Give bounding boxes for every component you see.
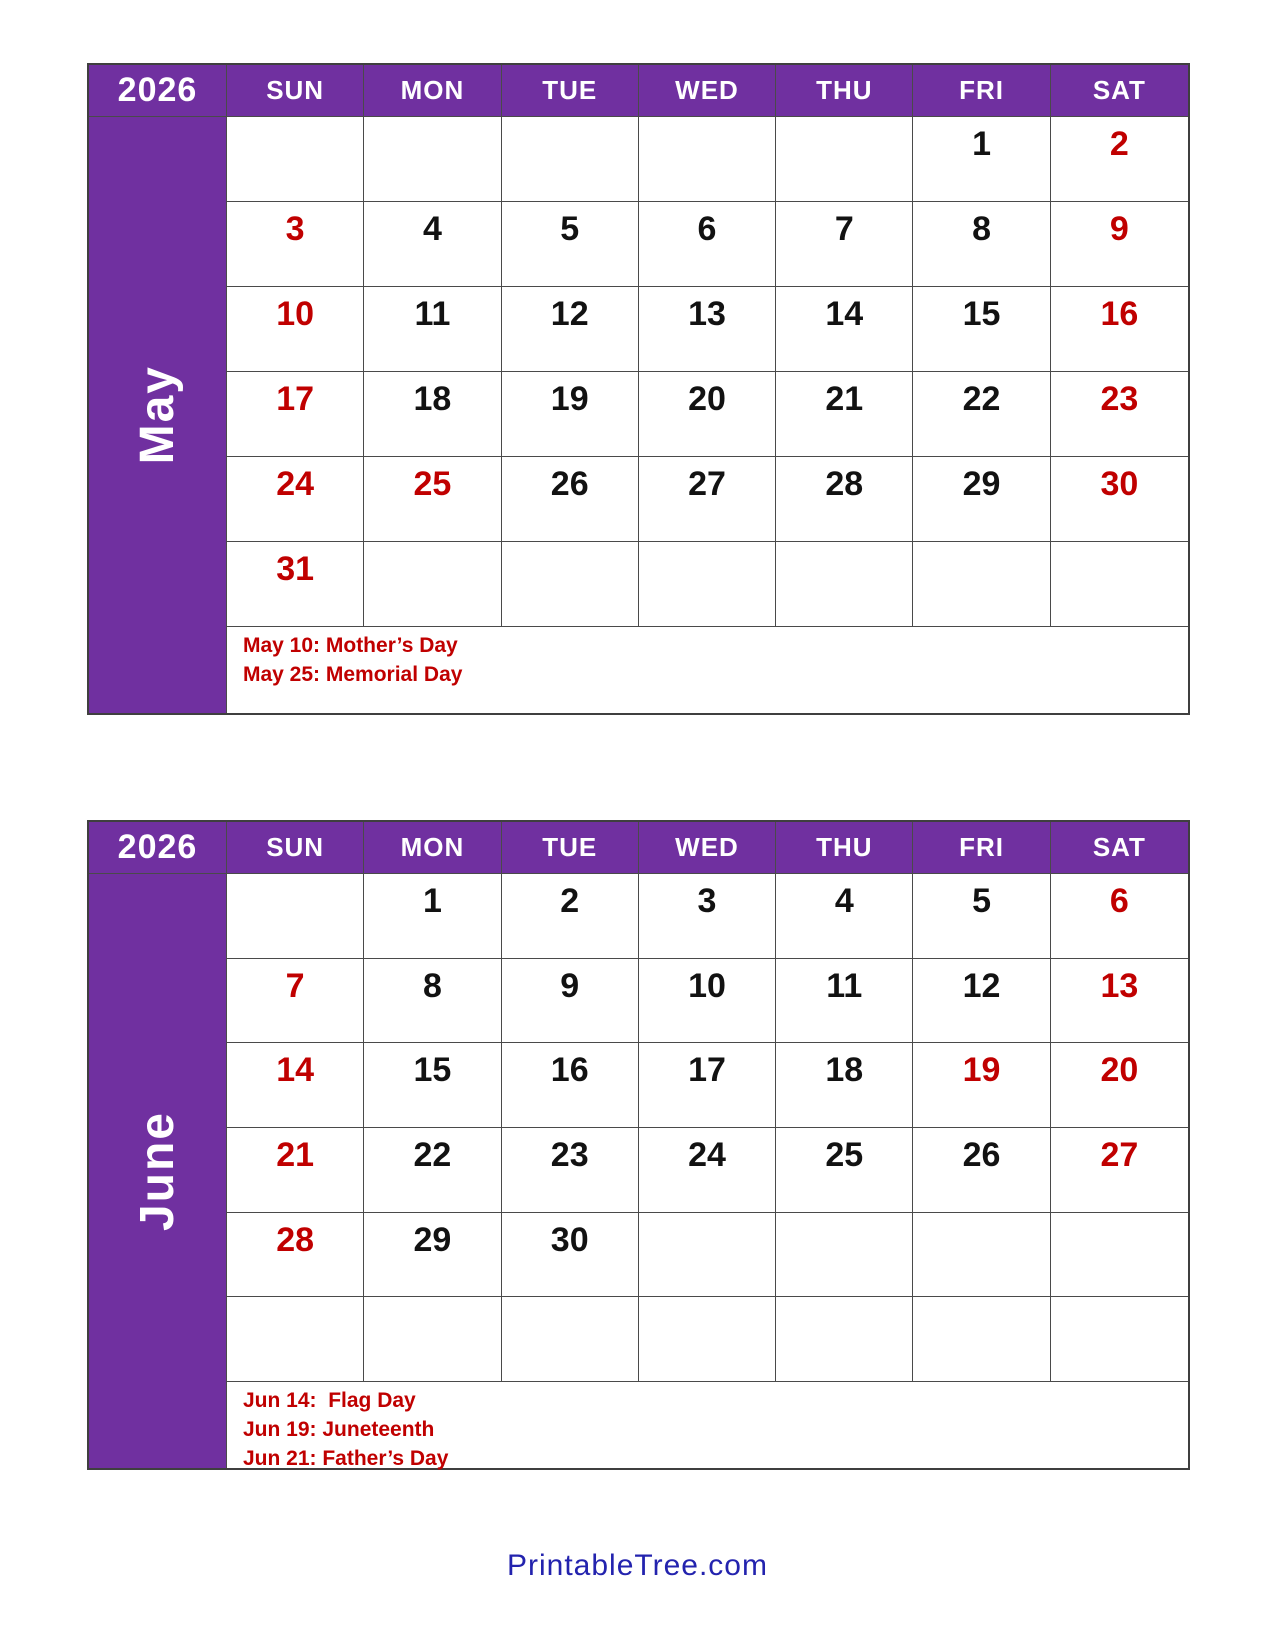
day-cell [913,117,1050,202]
day-cell [364,202,501,287]
weekday-header-wed: WED [639,822,776,874]
day-cell [227,874,364,959]
day-number: 13 [688,295,726,333]
day-cell [776,959,913,1044]
day-cell [364,874,501,959]
day-cell [639,959,776,1044]
day-number: 20 [688,380,726,418]
day-number: 12 [550,295,589,333]
day-number: 4 [422,210,442,248]
day-number: 27 [1100,1135,1139,1174]
day-cell [1051,1297,1188,1382]
day-cell [502,1297,639,1382]
day-cell [502,287,639,372]
day-number: 8 [972,210,992,248]
day-cell [502,202,639,287]
day-cell [502,959,639,1044]
day-number: 11 [414,295,451,333]
day-cell [776,1128,913,1213]
day-cell [227,1128,364,1213]
day-cell [1051,202,1188,287]
weekday-header-mon: MON [364,822,501,874]
day-number: 2 [560,882,580,920]
day-cell [639,457,776,542]
day-cell [227,117,364,202]
day-cell [776,372,913,457]
day-cell [913,457,1050,542]
day-cell [1051,1213,1188,1298]
day-number: 11 [826,966,863,1005]
day-cell [913,1043,1050,1128]
day-cell [1051,457,1188,542]
day-number: 24 [276,465,315,503]
day-cell [776,457,913,542]
day-number: 4 [834,882,854,920]
day-cell [913,542,1050,627]
day-number: 7 [834,210,854,248]
day-cell [776,1043,913,1128]
day-cell [776,287,913,372]
day-number: 14 [825,295,864,333]
day-number: 26 [550,465,589,503]
day-cell [502,372,639,457]
day-number: 10 [276,295,315,333]
holiday-note: Jun 19: Juneteenth [243,1417,435,1441]
day-cell [639,1213,776,1298]
day-cell [639,874,776,959]
day-cell [776,117,913,202]
day-cell [1051,287,1188,372]
weekday-header-sun: SUN [227,65,364,117]
day-number: 5 [972,882,992,920]
day-number: 25 [825,1135,864,1174]
day-number: 27 [688,465,726,503]
day-number: 21 [276,1135,315,1174]
footer [0,1549,1275,1583]
day-cell [502,1043,639,1128]
day-cell [227,372,364,457]
day-number: 22 [413,1135,452,1174]
day-number: 5 [560,210,580,248]
calendar-june [87,820,1190,1470]
day-cell [364,1297,501,1382]
day-cell [1051,1043,1188,1128]
weekday-header-sat: SAT [1051,65,1188,117]
day-cell [364,287,501,372]
day-number: 6 [1109,882,1129,920]
day-cell [364,1043,501,1128]
weekday-header-wed: WED [639,65,776,117]
day-number: 23 [550,1135,589,1174]
holiday-note: May 10: Mother’s Day [243,634,458,657]
day-number: 30 [1100,465,1139,503]
weekday-header-fri: FRI [913,822,1050,874]
day-number: 1 [422,882,442,920]
holiday-note: May 25: Memorial Day [243,662,463,686]
day-number: 28 [276,1220,315,1259]
day-number: 6 [697,210,717,248]
day-number: 31 [276,550,315,588]
day-number: 16 [550,1051,589,1090]
footer-site-link[interactable]: PrintableTree.com [507,1549,768,1582]
day-cell [913,874,1050,959]
month-rail [89,117,227,713]
day-number: 20 [1100,1051,1139,1090]
day-cell [227,202,364,287]
day-cell [227,1213,364,1298]
day-number: 9 [1109,210,1129,248]
day-cell [1051,874,1188,959]
day-cell [502,542,639,627]
day-cell [639,202,776,287]
weekday-header-fri: FRI [913,65,1050,117]
day-cell [913,959,1050,1044]
day-cell [1051,959,1188,1044]
holiday-notes [227,1382,1188,1468]
day-number: 9 [560,966,580,1005]
day-number: 18 [825,1051,864,1090]
day-cell [639,542,776,627]
weekday-header-thu: THU [776,65,913,117]
day-number: 15 [962,295,1001,333]
day-number: 3 [697,882,717,920]
weekday-header-sat: SAT [1051,822,1188,874]
day-cell [227,542,364,627]
weekday-header-mon: MON [364,65,501,117]
day-number: 18 [413,380,452,418]
day-number: 3 [285,210,305,248]
day-number: 12 [962,966,1001,1005]
calendar-may [87,63,1190,715]
day-cell [639,372,776,457]
day-cell [364,457,501,542]
day-number: 10 [688,966,726,1005]
day-cell [502,1128,639,1213]
day-cell [913,1128,1050,1213]
day-number: 19 [550,380,589,418]
day-cell [776,542,913,627]
day-number: 29 [962,465,1001,503]
weekday-header-tue: TUE [502,822,639,874]
day-cell [502,874,639,959]
day-cell [1051,542,1188,627]
day-number: 2 [1109,125,1129,163]
day-cell [502,1213,639,1298]
day-cell [364,959,501,1044]
day-number: 25 [413,465,452,503]
day-cell [364,1213,501,1298]
month-label: May [131,365,184,465]
day-cell [364,372,501,457]
day-number: 13 [1100,966,1139,1005]
day-cell [1051,117,1188,202]
day-number: 29 [413,1220,452,1259]
day-number: 30 [550,1220,589,1259]
day-number: 14 [276,1051,315,1090]
holiday-notes [227,627,1188,713]
day-number: 22 [962,380,1001,418]
day-cell [227,959,364,1044]
day-number: 15 [413,1051,452,1090]
day-cell [776,1213,913,1298]
day-cell [502,457,639,542]
day-number: 23 [1100,380,1139,418]
day-cell [639,1297,776,1382]
day-number: 24 [688,1135,726,1174]
day-cell [1051,1128,1188,1213]
day-cell [639,1043,776,1128]
day-cell [502,117,639,202]
day-cell [913,1297,1050,1382]
month-label: June [131,1110,184,1231]
day-cell [227,1043,364,1128]
day-cell [364,117,501,202]
day-number: 1 [972,125,992,163]
day-number: 28 [825,465,864,503]
day-cell [227,287,364,372]
year-label: 2026 [89,65,227,117]
weekday-header-sun: SUN [227,822,364,874]
day-cell [639,287,776,372]
day-cell [227,457,364,542]
weekday-header-thu: THU [776,822,913,874]
day-number: 17 [688,1051,726,1090]
day-number: 17 [276,380,315,418]
day-number: 21 [825,380,864,418]
day-cell [776,874,913,959]
day-cell [639,1128,776,1213]
holiday-note: Jun 14: Flag Day [243,1388,416,1412]
day-number: 7 [285,966,305,1005]
day-number: 26 [962,1135,1001,1174]
day-cell [364,1128,501,1213]
day-cell [1051,372,1188,457]
day-cell [913,202,1050,287]
holiday-note: Jun 21: Father’s Day [243,1446,449,1470]
day-number: 8 [422,966,442,1005]
year-label: 2026 [89,822,227,874]
day-cell [639,117,776,202]
day-number: 19 [962,1051,1001,1090]
weekday-header-tue: TUE [502,65,639,117]
day-cell [913,287,1050,372]
day-number: 16 [1100,295,1139,333]
day-cell [364,542,501,627]
day-cell [776,1297,913,1382]
day-cell [227,1297,364,1382]
day-cell [913,1213,1050,1298]
month-rail [89,874,227,1468]
day-cell [776,202,913,287]
day-cell [913,372,1050,457]
